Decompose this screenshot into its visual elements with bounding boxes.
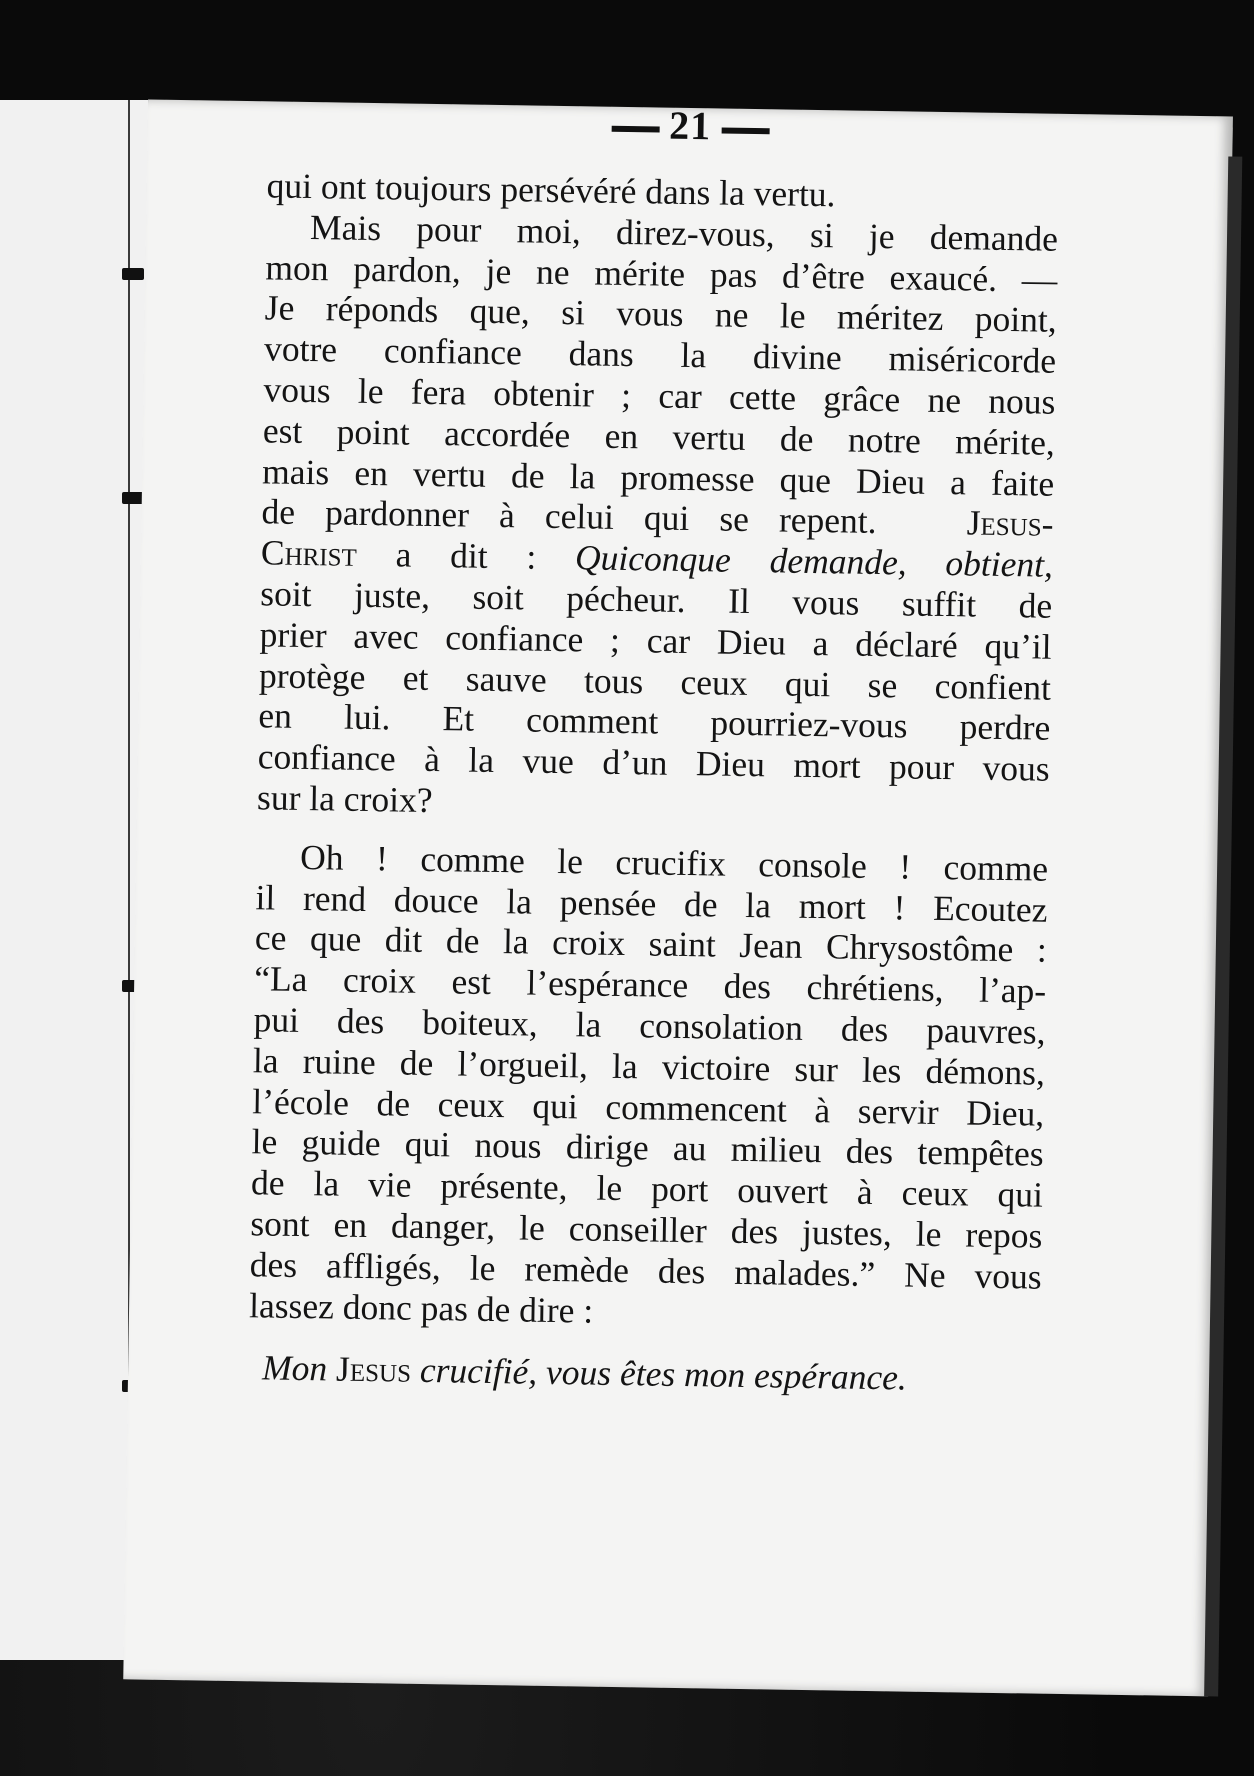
header-dash [611,126,659,133]
text-line: pui des boiteux, la consolation des pauvres, [253,999,1046,1052]
text-line: mon pardon, je ne mérite pas d’être exaucé. — [265,246,1058,300]
text-line: la ruine de l’orgueil, la victoire sur les démons, [252,1039,1046,1093]
italic-quote: Quiconque demande, obtient, [574,537,1054,585]
binding-mark [122,492,144,504]
text-line: soit juste, soit pécheur. Il vous suffit de [260,573,1053,626]
text-line: est point accordée en vertu de notre mérite, [262,410,1056,463]
small-caps-name: Jesus [335,1348,412,1391]
text-line: lassez donc pas de dire : [248,1284,594,1331]
text-line: il rend douce la pensée de la mort ! Ecoutez [255,876,1048,930]
text-line: Mais pour moi, direz-vous, si je demande [309,206,1059,259]
book-page [123,99,1233,1696]
body-text [248,165,1059,1400]
text-line: vous le fera obtenir ; car cette grâce ne nous [263,369,1056,422]
text-line: Je réponds que, si vous ne le méritez point, [264,287,1058,341]
text-line: sont en danger, le conseiller des justes, le repos [250,1203,1043,1256]
text-line: qui ont toujours persévéré dans la vertu. [266,165,836,215]
text-segment: a dit : [395,534,537,577]
text-line: votre confiance dans la divine miséricorde [263,328,1057,381]
closing-text: crucifié, vous êtes mon espérance. [419,1350,908,1398]
text-line: de la vie présente, le port ouvert à ceux qui [250,1162,1044,1215]
text-line: sur la croix? [256,777,433,820]
closing-word: Mon [261,1347,328,1389]
closing-invocation [248,1348,1041,1401]
binding-mark [122,268,144,280]
text-line: l’école de ceux qui commencent à servir Dieu, [252,1080,1045,1134]
text-line: prier avec confiance ; car Dieu a déclaré qu’il [259,614,1052,667]
text-line: ce que dit de la croix saint Jean Chrysostôme : [254,917,1048,971]
text-line: Oh ! comme le crucifix console ! comme [299,836,1049,889]
text-line: protège et sauve tous ceux qui se confient [258,654,1052,708]
header-dash [721,127,769,134]
text-segment: de pardonner à celui qui se repent. [261,491,877,542]
text-line: “La croix est l’espérance des chrétiens, l’ap- [253,958,1047,1011]
text-line: en lui. Et comment pourriez-vous perdre [258,695,1051,749]
text-line: confiance à la vue d’un Dieu mort pour vous [257,736,1050,789]
text-line: des affligés, le remède des malades.” Ne vous [249,1243,1043,1297]
page-number: 21 [668,102,712,149]
small-caps-name: Jesus- [966,502,1054,545]
text-line: mais en vertu de la promesse que Dieu a faite [261,450,1055,504]
text-line: le guide qui nous dirige au milieu des tempêtes [251,1121,1044,1175]
small-caps-name: Christ [260,532,358,574]
